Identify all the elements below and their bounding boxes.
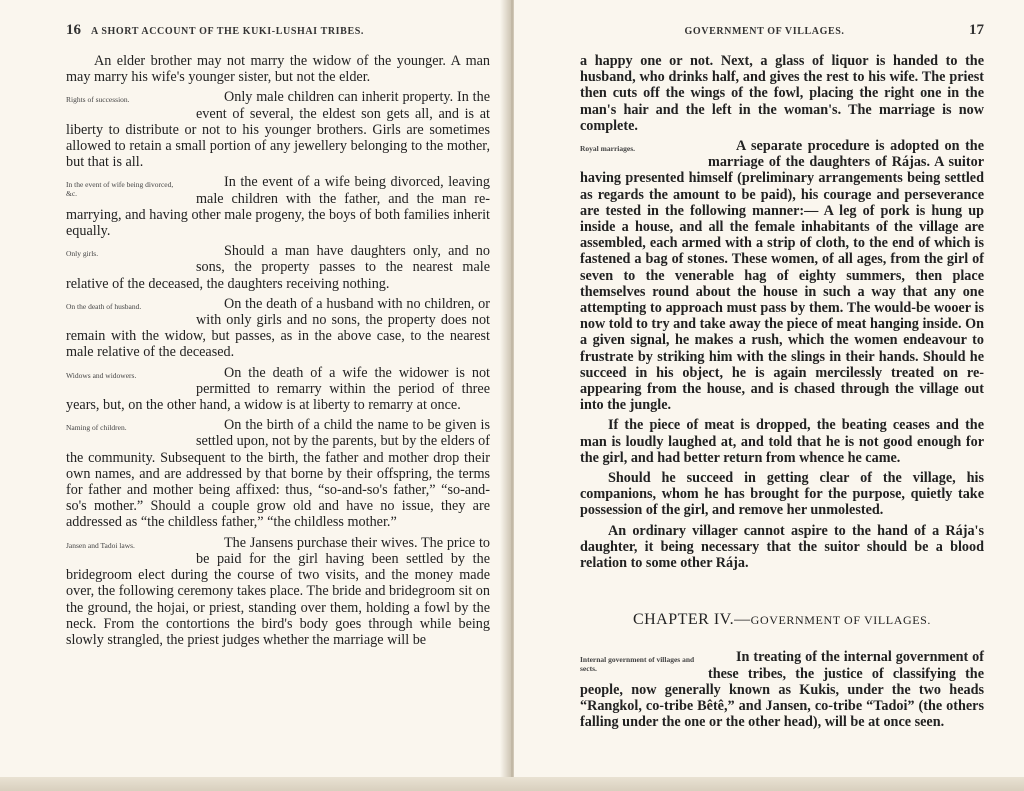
page-bottom-edge <box>0 777 1024 791</box>
paragraph-text: Should a man have daughters only, and no sons, the property passes to the nearest male relative of the deceased, the daughters receiving nothing. <box>66 243 490 292</box>
paragraph-only-girls <box>66 243 490 292</box>
paragraph-internal-government <box>580 649 984 730</box>
paragraph-text: In treating of the internal government of these tribes, the justice of classifying the people, now generally known as Kukis, under the two heads “Rangkol, co-tribe Bêtê,” and Jansen, co-tribe “Tadoi” (the others falling under the one or the other head), will be at once seen. <box>580 649 984 731</box>
paragraph-text: An elder brother may not marry the widow of the younger. A man may marry his wife's younger sister, but not the elder. <box>66 53 490 86</box>
margin-note: Only girls. <box>66 249 99 259</box>
paragraph-text: a happy one or not. Next, a glass of liquor is handed to the husband, who drinks half, and gives the rest to his wife. The priest then cuts off the wings of the fowl, placing the right one in the man's hair and the left in the woman's. The marriage is now complete. <box>580 53 984 134</box>
margin-note: Internal government of villages and sects. <box>580 655 695 674</box>
left-running-header <box>66 22 490 39</box>
paragraph-text: Only male children can inherit property. In the event of several, the eldest son gets all, and is at liberty to distribute or not to his younger brothers. Girls are sometimes allowed to retain a small portion of any jewellery belonging to the mother, but that is all. <box>66 89 490 171</box>
paragraph-text: Should he succeed in getting clear of the village, his companions, whom he has brought for the purpose, quietly take possession of the girl, and remove her unmolested. <box>580 470 984 519</box>
paragraph-text: In the event of a wife being divorced, leaving male children with the father, and the man re-marrying, and having other male progeny, the boys of both families inherit equally. <box>66 174 490 240</box>
paragraph-jansen-tadoi <box>66 535 490 648</box>
right-page-number: 17 <box>969 22 984 38</box>
paragraph-death-of-husband <box>66 296 490 361</box>
paragraph-meat-dropped <box>580 417 984 466</box>
paragraph-text: A separate procedure is adopted on the marriage of the daughters of Rájas. A suitor having presented himself (preliminary arrangements being settled as regards the amount to be paid), his courage and perseverance are tested in the following manner:— A leg of pork is hung up inside a house, and all the female inhabitants of the village are assembled, each armed with a strip of cloth, to the end of which is fastened a bag of stones. These women, of all ages, from the girl of seven to the venerable hag of eighty summers, then place themselves round about the house in such a way that any one attempting to approach must pass by them. The would-be wooer is now told to try and take away the piece of meat hanging inside. On a given signal, he makes a rush, which the women endeavour to frustrate by striking him with the slings in their hands. Should he succeed in his object, he is again mercilessly treated on re-appearing from the house, and is chased through the village out into the jungle. <box>580 138 984 414</box>
right-running-header <box>580 22 984 39</box>
margin-note: Jansen and Tadoi laws. <box>66 540 135 550</box>
chapter-subtitle: GOVERNMENT OF VILLAGES. <box>750 613 932 628</box>
left-header-title: A SHORT ACCOUNT OF THE KUKI-LUSHAI TRIBES. <box>91 26 364 37</box>
paragraph-royal-marriages <box>580 138 984 413</box>
paragraph-widows-widowers <box>66 365 490 414</box>
margin-note: Rights of succession. <box>66 95 130 105</box>
chapter-heading <box>580 611 984 629</box>
paragraph-text: The Jansens purchase their wives. The price to be paid for the girl having been settled by the bridegroom elect during the course of two visits, and the money made over, the following ceremony takes place. The bride and bridegroom sit on the ground, the hojai, or priest, standing over them, holding a fowl by the neck. From the contortions the bird's body goes through while being slowly strangled, the priest judges whether the marriage will be <box>66 534 490 648</box>
paragraph-marriage-complete <box>580 53 984 134</box>
paragraph-text: On the death of a husband with no children, or with only girls and no sons, the property does not remain with the widow, but passes, as in the above case, to the nearest male relative of the deceased. <box>66 295 490 361</box>
paragraph-naming-children <box>66 417 490 530</box>
margin-note: On the death of husband. <box>66 301 142 311</box>
margin-note: In the event of wife being divorced, &c. <box>66 180 174 199</box>
paragraph-rights-of-succession <box>66 89 490 170</box>
paragraph-text: On the birth of a child the name to be given is settled upon, not by the parents, but by the elders of the community. Subsequent to the birth, the father and mother drop their own names, and are addressed by that borne by their offspring, the terms for father and mother being affixed: thus, “so-and-so's father,” “so-and-so's mother.” Should a couple grow old and have no issue, they are addressed as “the childless father,” “the childless mother.” <box>66 417 490 531</box>
paragraph-text: An ordinary villager cannot aspire to the hand of a Rája's daughter, it being necessary that the suitor should be a blood relation to some other Rája. <box>580 522 984 572</box>
paragraph-widow-rule <box>66 53 490 85</box>
margin-note: Widows and widowers. <box>66 370 137 380</box>
right-page <box>514 0 1024 791</box>
paragraph-ordinary-villager <box>580 523 984 572</box>
paragraph-getting-clear <box>580 470 984 519</box>
left-page-number: 16 <box>66 22 81 38</box>
margin-note: Royal marriages. <box>580 144 635 154</box>
left-page <box>0 0 510 791</box>
right-header-title: GOVERNMENT OF VILLAGES. <box>684 26 845 37</box>
paragraph-divorce <box>66 174 490 239</box>
paragraph-text: On the death of a wife the widower is not permitted to remarry within the period of three years, but, on the other hand, a widow is at liberty to remarry at once. <box>66 364 490 414</box>
chapter-title: CHAPTER IV.— <box>632 611 751 629</box>
margin-note: Naming of children. <box>66 423 127 433</box>
paragraph-text: If the piece of meat is dropped, the beating ceases and the man is loudly laughed at, and told that he is not good enough for the girl, and had better return from whence he came. <box>580 417 984 466</box>
